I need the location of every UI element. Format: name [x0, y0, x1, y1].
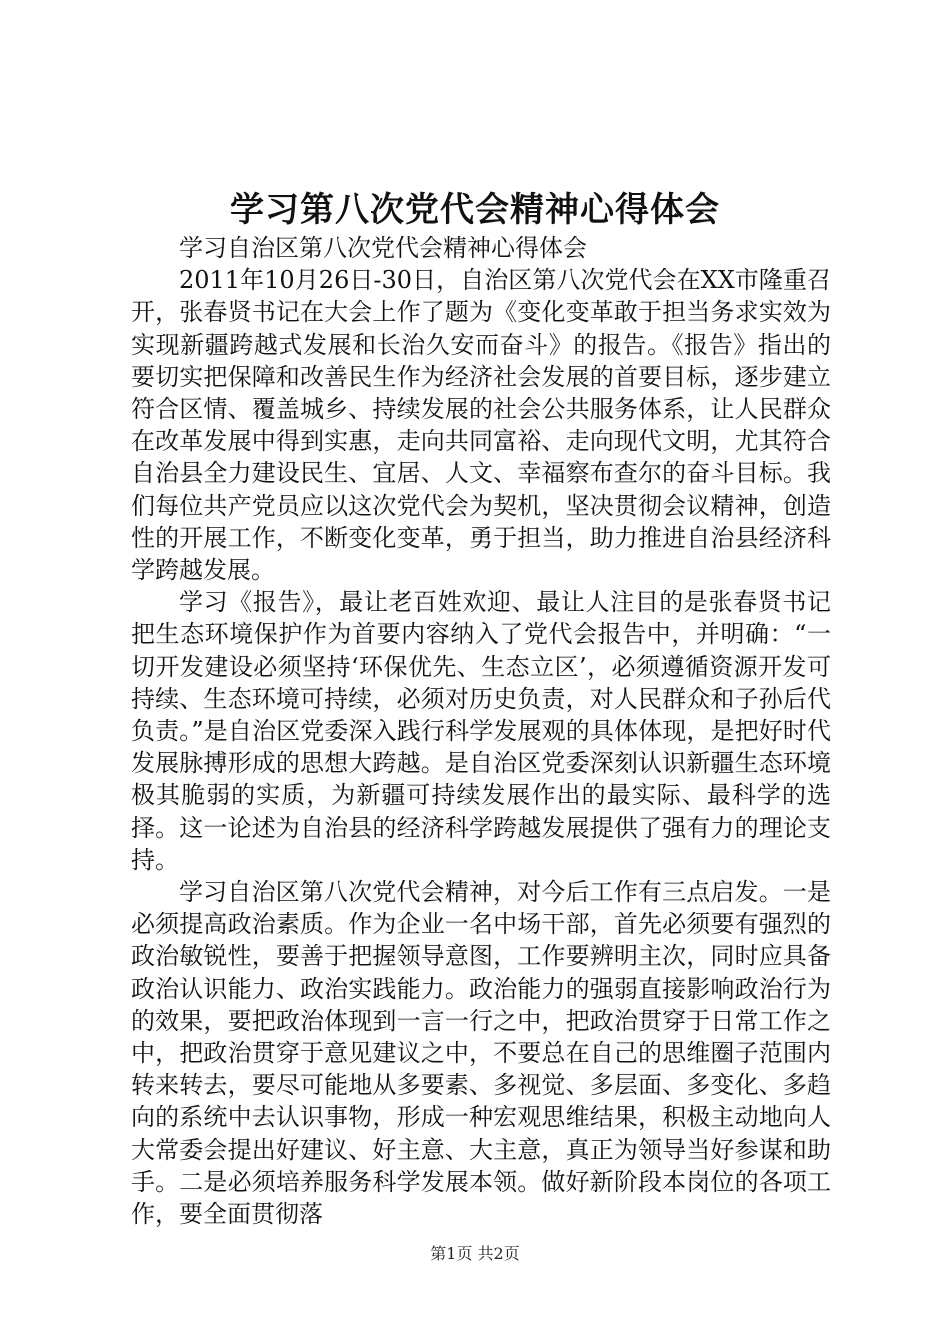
document-title: 学习第八次党代会精神心得体会 — [230, 190, 720, 230]
paragraph: 学习自治区第八次党代会精神，对今后工作有三点启发。一是必须提高政治素质。作为企业一名中场干部，首先必须要有强烈的政治敏锐性，要善于把握领导意图，工作要辨明主次，同时应具备政治认识能力、政治实践能力。政治能力的强弱直接影响政治行为的效果，要把政治体现到一言一行之中，把政治贯穿于日常工作之中，把政治贯穿于意见建议之中，不要总在自己的思维圈子范围内转来转去，要尽可能地从多要素、多视觉、多层面、多变化、多趋向的系统中去认识事物，形成一种宏观思维结果，积极主动地向人大常委会提出好建议、好主意、大主意，真正为领导当好参谋和助手。二是必须培养服务科学发展本领。做好新阶段本岗位的各项工作，要全面贯彻落 — [131, 878, 831, 1229]
paragraph: 2011年10月26日-30日，自治区第八次党代会在XX市隆重召开，张春贤书记在大会上作了题为《变化变革敢于担当务求实效为实现新疆跨越式发展和长治久安而奋斗》的报告。《报告》指出的要切实把保障和改善民生作为经济社会发展的首要目标，逐步建立符合区情、覆盖城乡、持续发展的社会公共服务体系，让人民群众在改革发展中得到实惠，走向共同富裕、走向现代文明，尤其符合自治县全力建设民生、宜居、人文、幸福察布查尔的奋斗目标。我们每位共产党员应以这次党代会为契机，坚决贯彻会议精神，创造性的开展工作，不断变化变革，勇于担当，助力推进自治县经济科学跨越发展。 — [131, 266, 831, 585]
paragraph: 学习《报告》，最让老百姓欢迎、最让人注目的是张春贤书记把生态环境保护作为首要内容纳入了党代会报告中，并明确：“一切开发建设必须坚持‘环保优先、生态立区’，必须遵循资源开发可持续、生态环境可持续，必须对历史负责，对人民群众和子孙后代负责。”是自治区党委深入践行科学发展观的具体体现，是把好时代发展脉搏形成的思想大跨越。是自治区党委深刻认识新疆生态环境极其脆弱的实质，为新疆可持续发展作出的最实际、最科学的选择。这一论述为自治县的经济科学跨越发展提供了强有力的理论支持。 — [131, 588, 831, 874]
document-body — [131, 232, 831, 1230]
paragraph-subtitle: 学习自治区第八次党代会精神心得体会 — [179, 234, 587, 262]
page-number-footer: 第1页 共2页 — [430, 1244, 520, 1263]
